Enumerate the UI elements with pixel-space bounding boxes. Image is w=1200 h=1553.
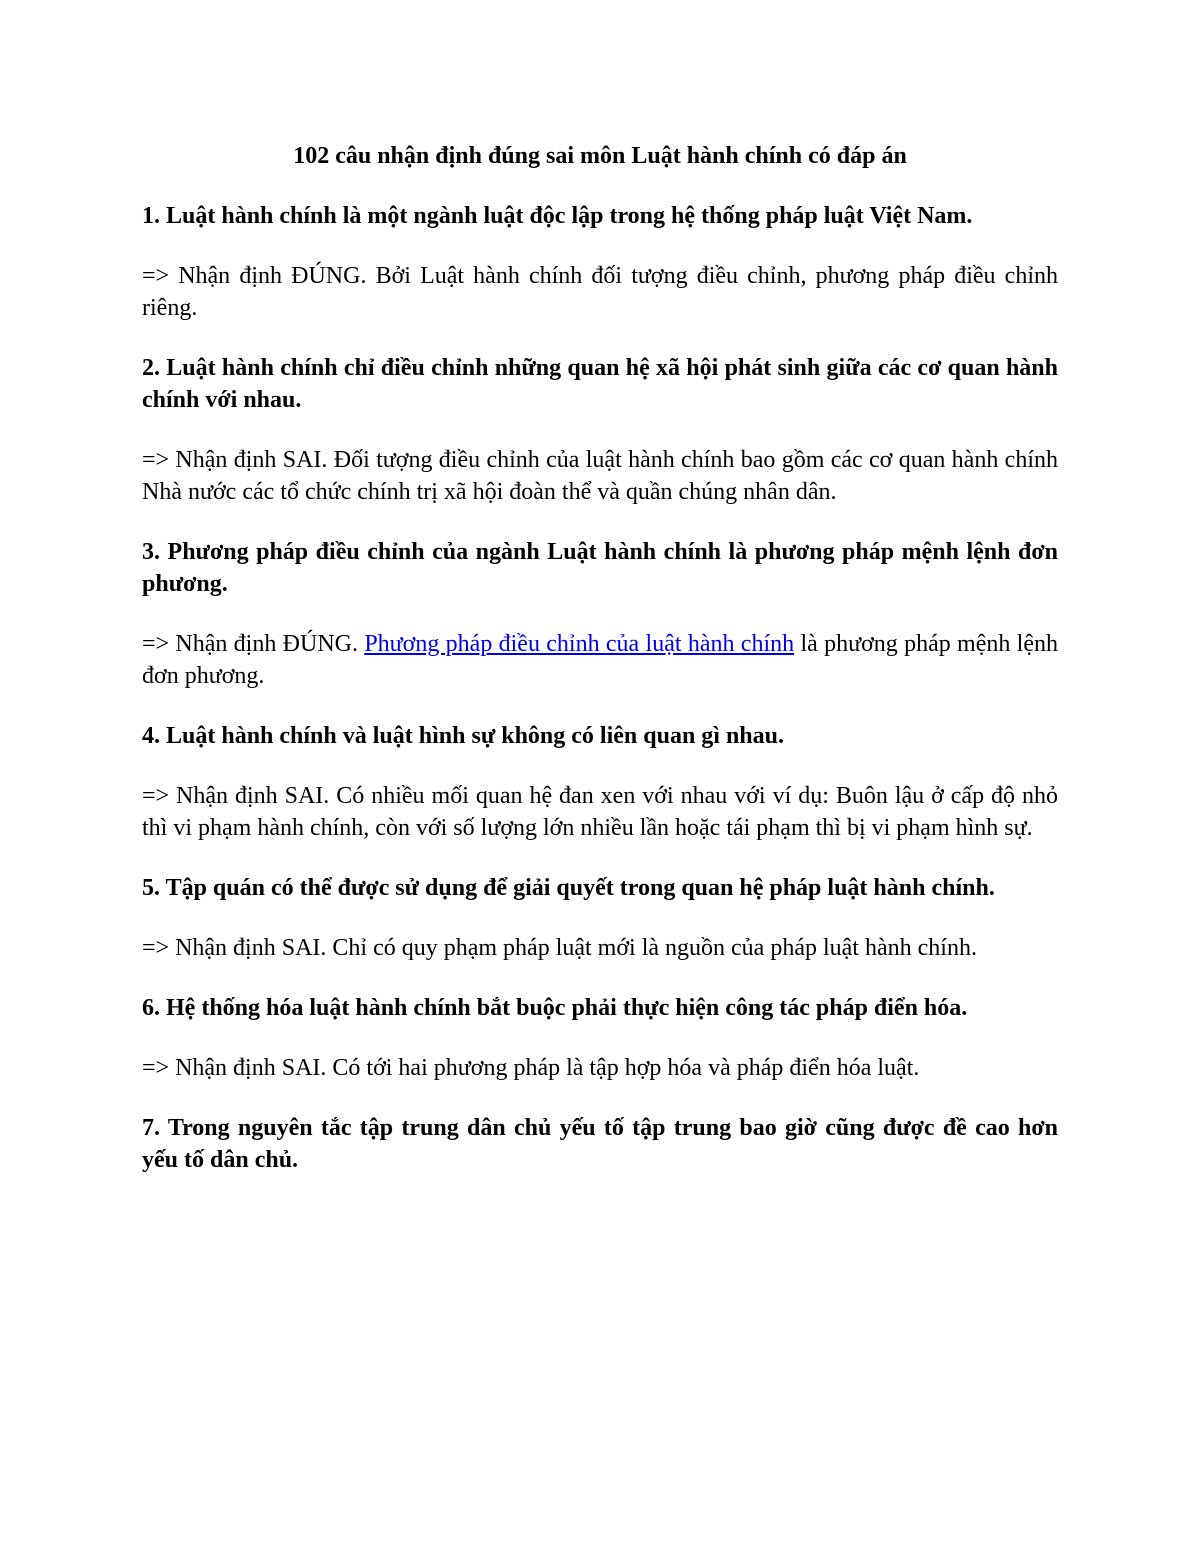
question-1: 1. Luật hành chính là một ngành luật độc lập trong hệ thống pháp luật Việt Nam. — [142, 203, 973, 229]
question-4: 4. Luật hành chính và luật hình sự không có liên quan gì nhau. — [142, 723, 784, 749]
document-page — [142, 140, 1058, 1204]
answer-3-link[interactable]: Phương pháp điều chỉnh của luật hành chính — [364, 631, 795, 657]
question-6: 6. Hệ thống hóa luật hành chính bắt buộc phải thực hiện công tác pháp điển hóa. — [142, 995, 968, 1021]
answer-1: => Nhận định ĐÚNG. Bởi Luật hành chính đối tượng điều chỉnh, phương pháp điều chỉnh riêng. — [142, 263, 1058, 321]
answer-3-suffix: là phương pháp mệnh lệnh đơn phương. — [142, 631, 1059, 689]
answer-6: => Nhận định SAI. Có tới hai phương pháp là tập hợp hóa và pháp điển hóa luật. — [142, 1055, 920, 1081]
answer-3-prefix: => Nhận định ĐÚNG. — [142, 631, 365, 657]
answer-5: => Nhận định SAI. Chỉ có quy phạm pháp luật mới là nguồn của pháp luật hành chính. — [142, 935, 977, 961]
question-5: 5. Tập quán có thể được sử dụng để giải quyết trong quan hệ pháp luật hành chính. — [142, 875, 995, 901]
question-3: 3. Phương pháp điều chỉnh của ngành Luật hành chính là phương pháp mệnh lệnh đơn phương. — [142, 539, 1058, 597]
answer-4: => Nhận định SAI. Có nhiều mối quan hệ đan xen với nhau với ví dụ: Buôn lậu ở cấp độ nhỏ thì vi phạm hành chính, còn với số lượng lớn nhiều lần hoặc tái phạm thì bị vi phạm hình sự. — [142, 783, 1058, 841]
answer-2: => Nhận định SAI. Đối tượng điều chỉnh của luật hành chính bao gồm các cơ quan hành chính Nhà nước các tổ chức chính trị xã hội đoàn thể và quần chúng nhân dân. — [142, 447, 1058, 505]
document-title: 102 câu nhận định đúng sai môn Luật hành chính có đáp án — [293, 143, 907, 169]
answer-3 — [142, 628, 1058, 692]
question-2: 2. Luật hành chính chỉ điều chỉnh những quan hệ xã hội phát sinh giữa các cơ quan hành chính với nhau. — [142, 355, 1058, 413]
question-7: 7. Trong nguyên tắc tập trung dân chủ yếu tố tập trung bao giờ cũng được đề cao hơn yếu tố dân chủ. — [142, 1115, 1058, 1173]
